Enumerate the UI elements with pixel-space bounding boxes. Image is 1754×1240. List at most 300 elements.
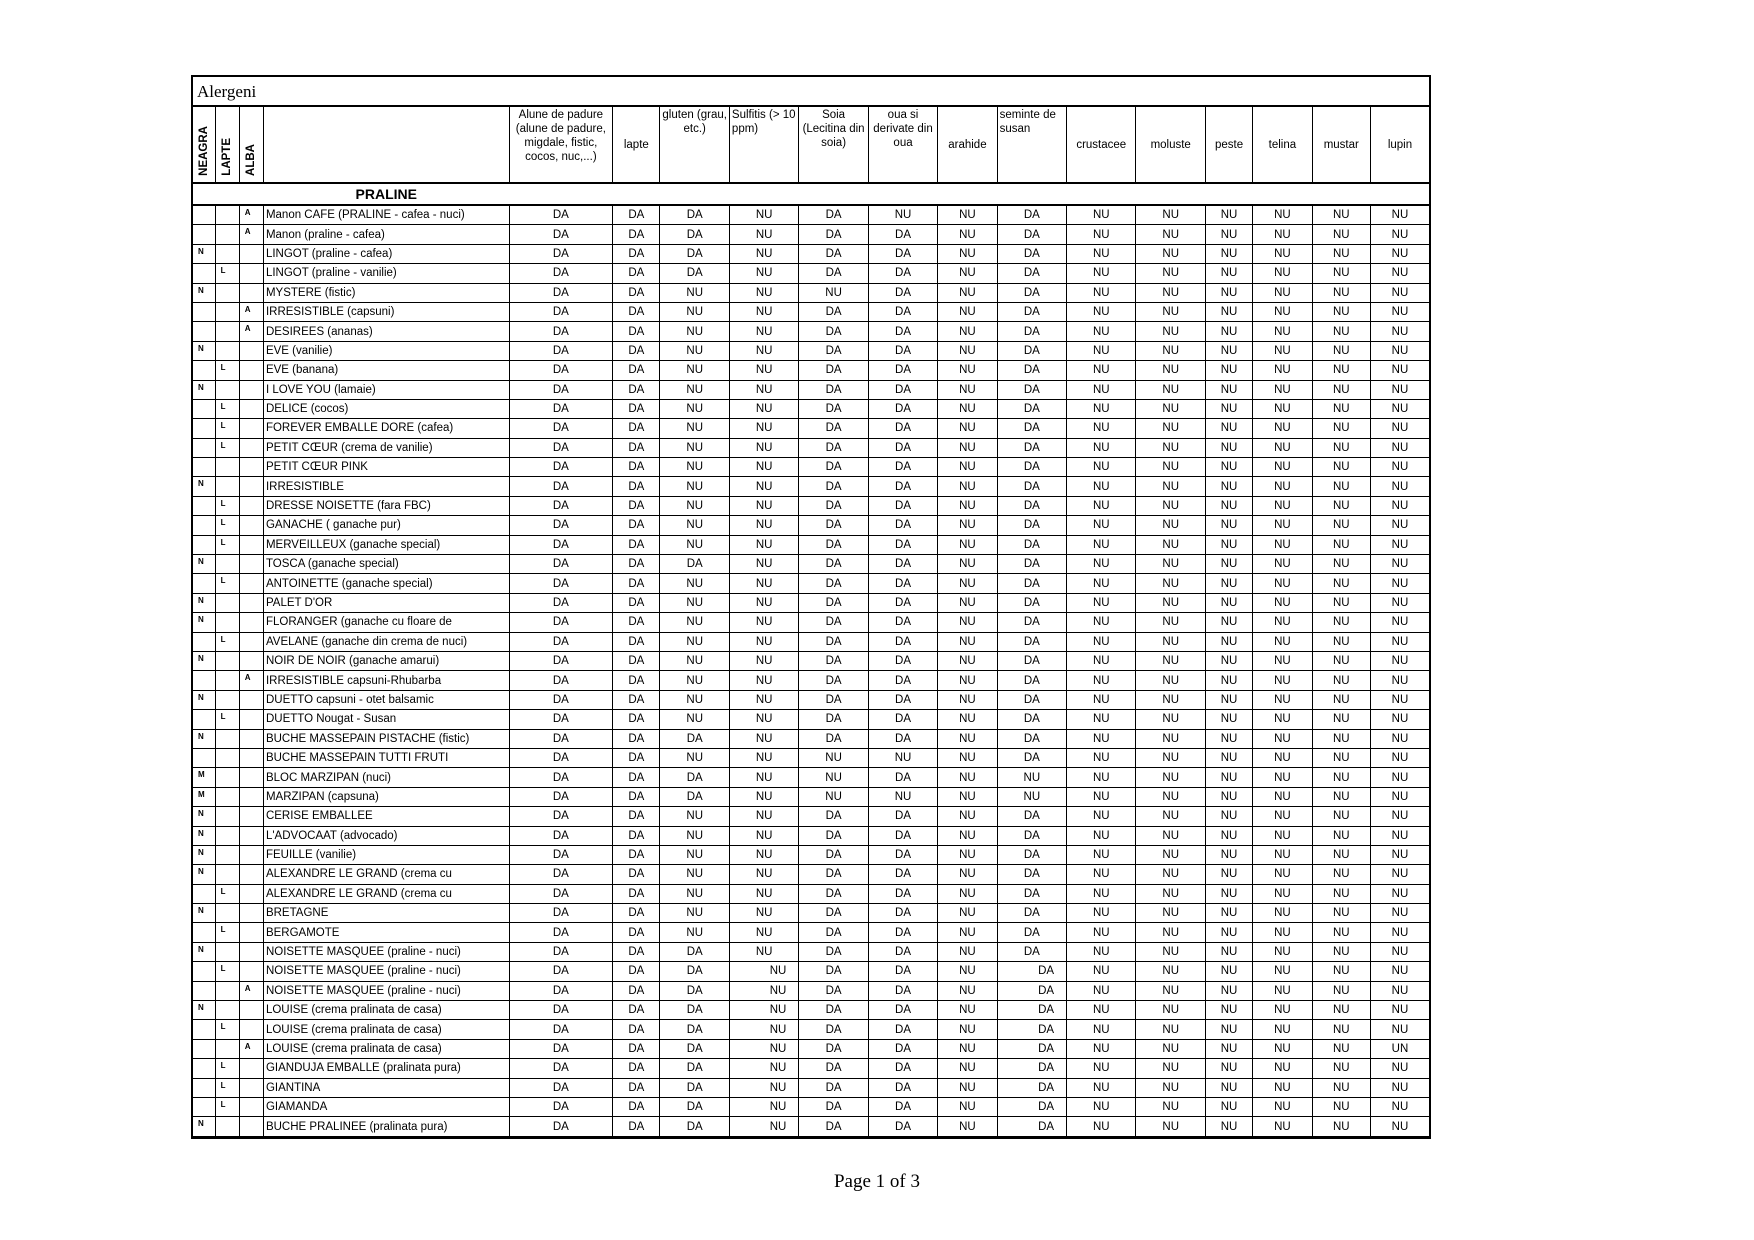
mark-neagra: [193, 981, 215, 1000]
product-name: NOISETTE MASQUEE (praline - nuci): [263, 962, 509, 981]
cell-lapte: DA: [613, 399, 660, 418]
cell-telina: NU: [1253, 574, 1312, 593]
cell-arahide: NU: [938, 787, 997, 806]
cell-peste: NU: [1205, 225, 1252, 244]
cell-alune: DA: [509, 574, 613, 593]
cell-gluten: DA: [660, 962, 729, 981]
mark-lapte: [215, 1117, 239, 1136]
cell-mustar: NU: [1312, 748, 1370, 767]
table-row: [193, 1039, 1429, 1058]
product-name: CERISE EMBALLEE: [263, 807, 509, 826]
mark-alba: [239, 1059, 263, 1078]
mark-alba: A: [239, 205, 263, 225]
cell-moluste: NU: [1136, 865, 1205, 884]
table-row: [193, 264, 1429, 283]
cell-telina: NU: [1253, 613, 1312, 632]
cell-gluten: DA: [660, 1117, 729, 1136]
cell-arahide: NU: [938, 613, 997, 632]
header-oua: oua si derivate din oua: [868, 107, 937, 183]
cell-arahide: NU: [938, 826, 997, 845]
cell-gluten: NU: [660, 632, 729, 651]
product-name: BUCHE MASSEPAIN TUTTI FRUTI: [263, 748, 509, 767]
table-row: [193, 690, 1429, 709]
cell-gluten: NU: [660, 458, 729, 477]
product-name: NOISETTE MASQUEE (praline - nuci): [263, 981, 509, 1000]
cell-soia: DA: [799, 496, 868, 515]
cell-moluste: NU: [1136, 516, 1205, 535]
cell-lapte: DA: [613, 458, 660, 477]
cell-gluten: NU: [660, 361, 729, 380]
mark-lapte: [215, 729, 239, 748]
product-name: DRESSE NOISETTE (fara FBC): [263, 496, 509, 515]
cell-seminte: DA: [997, 1039, 1066, 1058]
cell-mustar: NU: [1312, 845, 1370, 864]
cell-lupin: NU: [1370, 516, 1429, 535]
cell-gluten: NU: [660, 341, 729, 360]
cell-lupin: NU: [1370, 651, 1429, 670]
cell-moluste: NU: [1136, 419, 1205, 438]
product-name: IRRESISTIBLE capsuni-Rhubarba: [263, 671, 509, 690]
product-name: BUCHE PRALINEE (pralinata pura): [263, 1117, 509, 1136]
cell-moluste: NU: [1136, 1078, 1205, 1097]
cell-peste: NU: [1205, 787, 1252, 806]
cell-moluste: NU: [1136, 225, 1205, 244]
header-telina: telina: [1253, 107, 1312, 183]
cell-arahide: NU: [938, 729, 997, 748]
cell-crustacee: NU: [1067, 632, 1136, 651]
cell-seminte: DA: [997, 477, 1066, 496]
cell-alune: DA: [509, 613, 613, 632]
cell-mustar: NU: [1312, 1097, 1370, 1116]
product-name: NOISETTE MASQUEE (praline - nuci): [263, 942, 509, 961]
product-name: DELICE (cocos): [263, 399, 509, 418]
header-moluste: moluste: [1136, 107, 1205, 183]
cell-sulfitis: NU: [729, 826, 798, 845]
cell-mustar: NU: [1312, 419, 1370, 438]
cell-gluten: NU: [660, 302, 729, 321]
table-row: [193, 205, 1429, 225]
product-name: EVE (banana): [263, 361, 509, 380]
cell-soia: DA: [799, 380, 868, 399]
allergen-sheet: [191, 75, 1431, 1139]
cell-peste: NU: [1205, 1001, 1252, 1020]
mark-neagra: [193, 458, 215, 477]
cell-crustacee: NU: [1067, 225, 1136, 244]
header-gluten: gluten (grau, etc.): [660, 107, 729, 183]
cell-lupin: NU: [1370, 1059, 1429, 1078]
cell-peste: NU: [1205, 574, 1252, 593]
cell-mustar: NU: [1312, 458, 1370, 477]
cell-seminte: DA: [997, 690, 1066, 709]
cell-telina: NU: [1253, 516, 1312, 535]
cell-telina: NU: [1253, 845, 1312, 864]
mark-neagra: N: [193, 865, 215, 884]
cell-soia: DA: [799, 535, 868, 554]
cell-soia: DA: [799, 1097, 868, 1116]
cell-peste: NU: [1205, 729, 1252, 748]
cell-arahide: NU: [938, 380, 997, 399]
cell-telina: NU: [1253, 787, 1312, 806]
cell-telina: NU: [1253, 651, 1312, 670]
cell-seminte: DA: [997, 748, 1066, 767]
cell-crustacee: NU: [1067, 710, 1136, 729]
cell-lupin: NU: [1370, 496, 1429, 515]
header-peste: peste: [1205, 107, 1252, 183]
cell-telina: NU: [1253, 690, 1312, 709]
cell-gluten: NU: [660, 419, 729, 438]
cell-gluten: DA: [660, 1059, 729, 1078]
cell-mustar: NU: [1312, 962, 1370, 981]
cell-lapte: DA: [613, 942, 660, 961]
cell-crustacee: NU: [1067, 477, 1136, 496]
cell-lupin: NU: [1370, 225, 1429, 244]
cell-alune: DA: [509, 341, 613, 360]
product-name: GANACHE ( ganache pur): [263, 516, 509, 535]
cell-sulfitis: NU: [729, 768, 798, 787]
mark-lapte: [215, 807, 239, 826]
cell-mustar: NU: [1312, 826, 1370, 845]
cell-telina: NU: [1253, 496, 1312, 515]
mark-alba: [239, 632, 263, 651]
cell-soia: DA: [799, 690, 868, 709]
table-row: [193, 341, 1429, 360]
cell-alune: DA: [509, 1001, 613, 1020]
mark-neagra: N: [193, 593, 215, 612]
mark-lapte: L: [215, 923, 239, 942]
cell-lapte: DA: [613, 225, 660, 244]
mark-neagra: [193, 1078, 215, 1097]
cell-peste: NU: [1205, 361, 1252, 380]
cell-sulfitis: NU: [729, 729, 798, 748]
cell-oua: DA: [868, 1059, 937, 1078]
cell-moluste: NU: [1136, 1001, 1205, 1020]
mark-alba: [239, 1001, 263, 1020]
mark-lapte: L: [215, 1020, 239, 1039]
cell-oua: DA: [868, 651, 937, 670]
cell-alune: DA: [509, 264, 613, 283]
cell-arahide: NU: [938, 962, 997, 981]
cell-telina: NU: [1253, 1059, 1312, 1078]
cell-telina: NU: [1253, 225, 1312, 244]
mark-alba: [239, 904, 263, 923]
cell-seminte: DA: [997, 865, 1066, 884]
cell-moluste: NU: [1136, 826, 1205, 845]
cell-moluste: NU: [1136, 361, 1205, 380]
mark-neagra: N: [193, 1117, 215, 1136]
cell-telina: NU: [1253, 283, 1312, 302]
mark-lapte: L: [215, 264, 239, 283]
header-arahide: arahide: [938, 107, 997, 183]
cell-soia: DA: [799, 574, 868, 593]
product-name: LINGOT (praline - cafea): [263, 244, 509, 263]
cell-lupin: NU: [1370, 244, 1429, 263]
mark-lapte: L: [215, 884, 239, 903]
mark-neagra: [193, 884, 215, 903]
cell-alune: DA: [509, 322, 613, 341]
mark-alba: [239, 419, 263, 438]
cell-lapte: DA: [613, 283, 660, 302]
cell-gluten: NU: [660, 651, 729, 670]
cell-alune: DA: [509, 690, 613, 709]
cell-lupin: NU: [1370, 555, 1429, 574]
cell-soia: DA: [799, 205, 868, 225]
cell-lupin: NU: [1370, 264, 1429, 283]
cell-moluste: NU: [1136, 574, 1205, 593]
mark-alba: [239, 574, 263, 593]
cell-sulfitis: NU: [729, 399, 798, 418]
mark-lapte: L: [215, 1059, 239, 1078]
cell-peste: NU: [1205, 651, 1252, 670]
cell-peste: NU: [1205, 419, 1252, 438]
cell-peste: NU: [1205, 768, 1252, 787]
table-row: [193, 1001, 1429, 1020]
cell-moluste: NU: [1136, 244, 1205, 263]
cell-lapte: DA: [613, 593, 660, 612]
cell-alune: DA: [509, 904, 613, 923]
cell-lupin: NU: [1370, 535, 1429, 554]
cell-seminte: DA: [997, 574, 1066, 593]
cell-oua: DA: [868, 1039, 937, 1058]
cell-lupin: NU: [1370, 1117, 1429, 1136]
cell-oua: DA: [868, 884, 937, 903]
cell-arahide: NU: [938, 690, 997, 709]
cell-mustar: NU: [1312, 981, 1370, 1000]
product-name: Manon CAFE (PRALINE - cafea - nuci): [263, 205, 509, 225]
cell-crustacee: NU: [1067, 807, 1136, 826]
cell-alune: DA: [509, 710, 613, 729]
mark-lapte: [215, 205, 239, 225]
mark-neagra: [193, 574, 215, 593]
cell-arahide: NU: [938, 845, 997, 864]
cell-gluten: NU: [660, 690, 729, 709]
table-row: [193, 302, 1429, 321]
cell-mustar: NU: [1312, 651, 1370, 670]
mark-alba: A: [239, 1039, 263, 1058]
mark-lapte: [215, 981, 239, 1000]
cell-oua: DA: [868, 962, 937, 981]
cell-telina: NU: [1253, 361, 1312, 380]
cell-oua: DA: [868, 244, 937, 263]
cell-telina: NU: [1253, 807, 1312, 826]
cell-arahide: NU: [938, 341, 997, 360]
product-name: GIANDUJA EMBALLE (pralinata pura): [263, 1059, 509, 1078]
cell-moluste: NU: [1136, 787, 1205, 806]
cell-soia: DA: [799, 981, 868, 1000]
cell-mustar: NU: [1312, 1001, 1370, 1020]
cell-moluste: NU: [1136, 845, 1205, 864]
table-row: [193, 516, 1429, 535]
mark-alba: [239, 438, 263, 457]
table-row: [193, 826, 1429, 845]
cell-lapte: DA: [613, 496, 660, 515]
cell-crustacee: NU: [1067, 399, 1136, 418]
table-row: [193, 884, 1429, 903]
product-name: LOUISE (crema pralinata de casa): [263, 1001, 509, 1020]
table-row: [193, 244, 1429, 263]
cell-seminte: DA: [997, 244, 1066, 263]
cell-oua: DA: [868, 399, 937, 418]
cell-mustar: NU: [1312, 516, 1370, 535]
section-title: PRALINE: [263, 183, 509, 205]
table-row: [193, 496, 1429, 515]
cell-mustar: NU: [1312, 205, 1370, 225]
cell-seminte: DA: [997, 593, 1066, 612]
cell-arahide: NU: [938, 768, 997, 787]
cell-crustacee: NU: [1067, 748, 1136, 767]
cell-oua: DA: [868, 574, 937, 593]
cell-sulfitis: NU: [729, 361, 798, 380]
cell-mustar: NU: [1312, 496, 1370, 515]
cell-soia: DA: [799, 1001, 868, 1020]
cell-soia: NU: [799, 748, 868, 767]
cell-mustar: NU: [1312, 264, 1370, 283]
cell-arahide: NU: [938, 1078, 997, 1097]
mark-neagra: [193, 923, 215, 942]
mark-alba: [239, 865, 263, 884]
product-name: BLOC MARZIPAN (nuci): [263, 768, 509, 787]
table-row: [193, 768, 1429, 787]
mark-alba: [239, 1117, 263, 1136]
table-row: [193, 1117, 1429, 1136]
cell-lupin: NU: [1370, 283, 1429, 302]
product-name: TOSCA (ganache special): [263, 555, 509, 574]
cell-gluten: DA: [660, 1020, 729, 1039]
cell-telina: NU: [1253, 962, 1312, 981]
cell-soia: DA: [799, 807, 868, 826]
cell-lapte: DA: [613, 1039, 660, 1058]
product-name: EVE (vanilie): [263, 341, 509, 360]
cell-telina: NU: [1253, 438, 1312, 457]
cell-oua: DA: [868, 477, 937, 496]
mark-alba: [239, 283, 263, 302]
cell-alune: DA: [509, 923, 613, 942]
cell-gluten: DA: [660, 942, 729, 961]
cell-alune: DA: [509, 458, 613, 477]
cell-crustacee: NU: [1067, 671, 1136, 690]
mark-neagra: N: [193, 942, 215, 961]
cell-sulfitis: NU: [729, 1039, 798, 1058]
cell-crustacee: NU: [1067, 322, 1136, 341]
cell-soia: DA: [799, 826, 868, 845]
cell-moluste: NU: [1136, 710, 1205, 729]
cell-soia: DA: [799, 1117, 868, 1136]
cell-alune: DA: [509, 981, 613, 1000]
cell-soia: DA: [799, 593, 868, 612]
cell-arahide: NU: [938, 399, 997, 418]
cell-arahide: NU: [938, 516, 997, 535]
cell-oua: DA: [868, 322, 937, 341]
table-row: [193, 748, 1429, 767]
cell-seminte: DA: [997, 1117, 1066, 1136]
mark-neagra: N: [193, 555, 215, 574]
mark-lapte: [215, 283, 239, 302]
cell-moluste: NU: [1136, 380, 1205, 399]
cell-crustacee: NU: [1067, 1078, 1136, 1097]
cell-telina: NU: [1253, 593, 1312, 612]
cell-moluste: NU: [1136, 807, 1205, 826]
cell-gluten: NU: [660, 516, 729, 535]
table-row: [193, 845, 1429, 864]
table-row: [193, 787, 1429, 806]
cell-gluten: NU: [660, 399, 729, 418]
mark-lapte: [215, 1001, 239, 1020]
cell-telina: NU: [1253, 632, 1312, 651]
cell-lapte: DA: [613, 845, 660, 864]
table-row: [193, 225, 1429, 244]
mark-neagra: N: [193, 477, 215, 496]
cell-lupin: NU: [1370, 593, 1429, 612]
cell-telina: NU: [1253, 302, 1312, 321]
cell-lapte: DA: [613, 865, 660, 884]
cell-lapte: DA: [613, 632, 660, 651]
cell-peste: NU: [1205, 671, 1252, 690]
cell-lupin: NU: [1370, 904, 1429, 923]
mark-alba: [239, 458, 263, 477]
cell-lapte: DA: [613, 651, 660, 670]
cell-oua: DA: [868, 302, 937, 321]
cell-lupin: NU: [1370, 884, 1429, 903]
cell-peste: NU: [1205, 399, 1252, 418]
mark-lapte: L: [215, 516, 239, 535]
cell-sulfitis: NU: [729, 962, 798, 981]
mark-lapte: L: [215, 962, 239, 981]
cell-gluten: NU: [660, 884, 729, 903]
mark-neagra: N: [193, 690, 215, 709]
cell-mustar: NU: [1312, 884, 1370, 903]
cell-alune: DA: [509, 1097, 613, 1116]
cell-lupin: NU: [1370, 477, 1429, 496]
cell-gluten: DA: [660, 1097, 729, 1116]
cell-sulfitis: NU: [729, 225, 798, 244]
cell-mustar: NU: [1312, 613, 1370, 632]
product-name: IRRESISTIBLE (capsuni): [263, 302, 509, 321]
cell-crustacee: NU: [1067, 438, 1136, 457]
cell-crustacee: NU: [1067, 729, 1136, 748]
mark-alba: [239, 1078, 263, 1097]
cell-gluten: NU: [660, 574, 729, 593]
cell-peste: NU: [1205, 807, 1252, 826]
cell-alune: DA: [509, 361, 613, 380]
cell-arahide: NU: [938, 205, 997, 225]
cell-lupin: NU: [1370, 613, 1429, 632]
mark-lapte: [215, 690, 239, 709]
mark-neagra: N: [193, 283, 215, 302]
cell-seminte: DA: [997, 942, 1066, 961]
cell-gluten: DA: [660, 981, 729, 1000]
cell-lupin: NU: [1370, 380, 1429, 399]
cell-arahide: NU: [938, 302, 997, 321]
cell-peste: NU: [1205, 264, 1252, 283]
product-name: GIANTINA: [263, 1078, 509, 1097]
mark-neagra: [193, 962, 215, 981]
cell-gluten: NU: [660, 923, 729, 942]
cell-moluste: NU: [1136, 593, 1205, 612]
cell-lapte: DA: [613, 302, 660, 321]
cell-alune: DA: [509, 1020, 613, 1039]
cell-soia: NU: [799, 283, 868, 302]
cell-soia: NU: [799, 787, 868, 806]
product-name: NOIR DE NOIR (ganache amarui): [263, 651, 509, 670]
cell-lapte: DA: [613, 710, 660, 729]
cell-sulfitis: NU: [729, 264, 798, 283]
cell-lapte: DA: [613, 1117, 660, 1136]
mark-alba: [239, 399, 263, 418]
cell-mustar: NU: [1312, 225, 1370, 244]
cell-sulfitis: NU: [729, 904, 798, 923]
cell-lupin: NU: [1370, 1020, 1429, 1039]
cell-gluten: NU: [660, 710, 729, 729]
cell-sulfitis: NU: [729, 787, 798, 806]
